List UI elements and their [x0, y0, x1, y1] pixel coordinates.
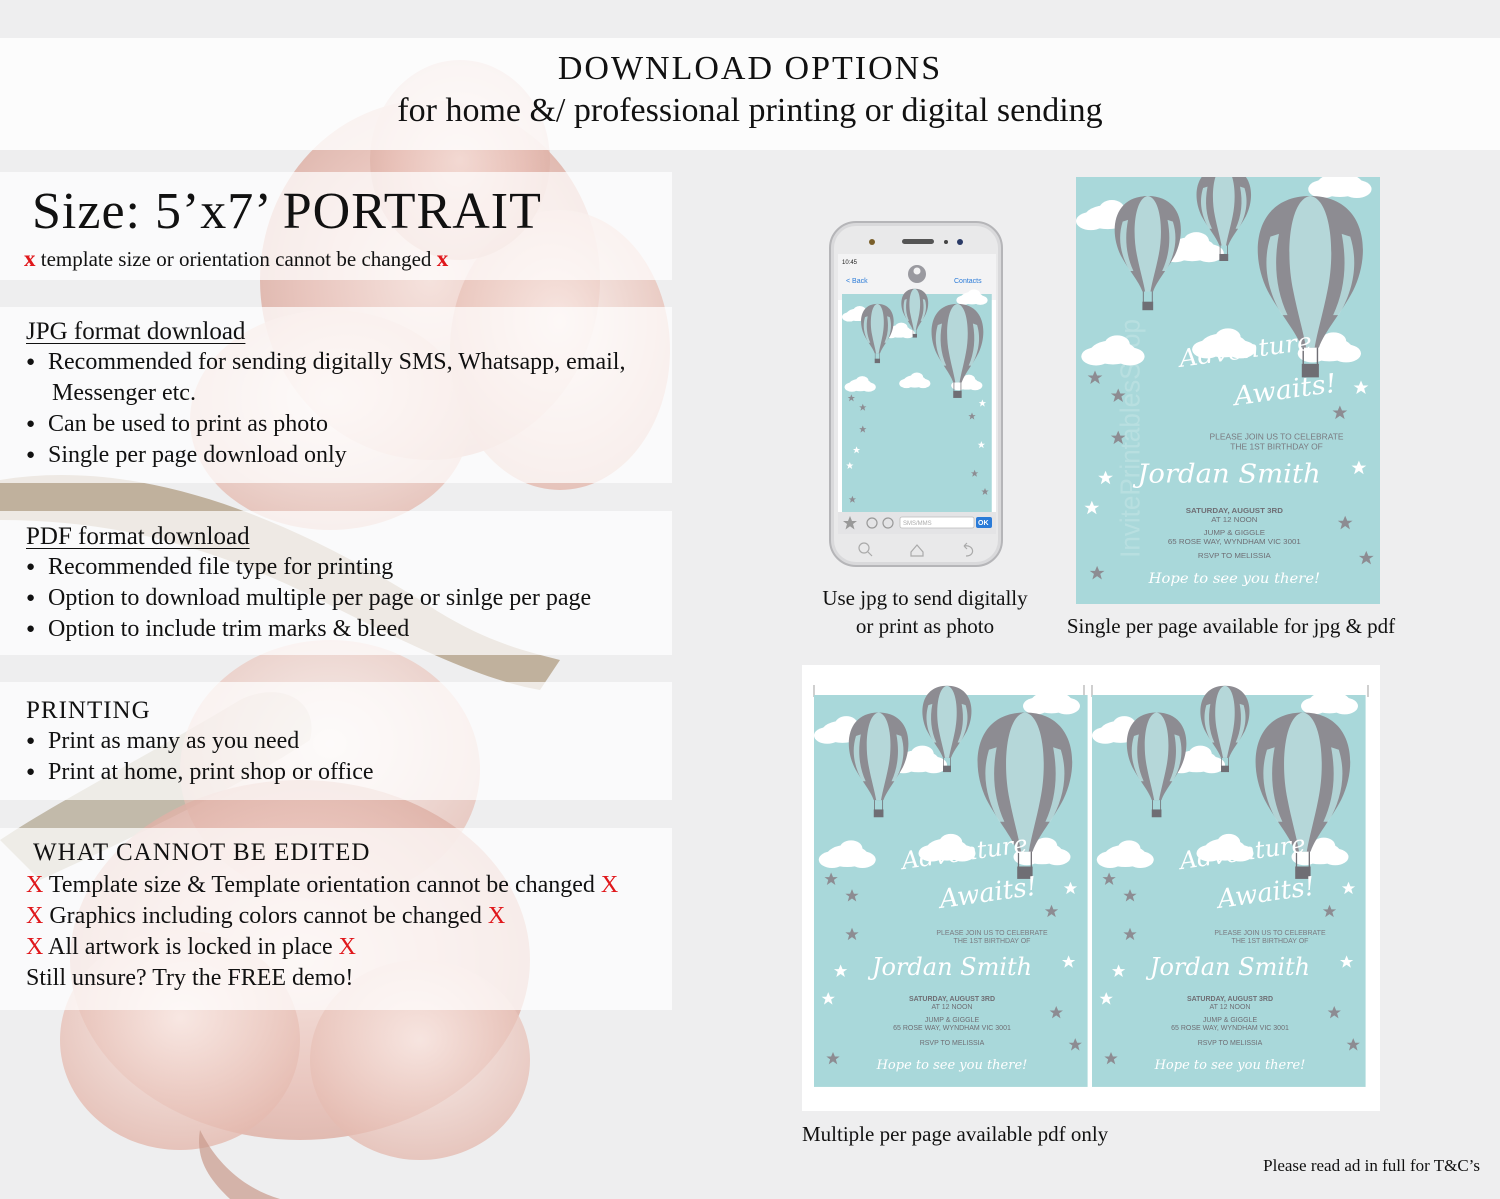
sheet-card-title-2: Awaits!: [937, 871, 1039, 915]
sheet-card-invite-2: THE 1ST BIRTHDAY OF: [1231, 938, 1309, 945]
card-title-1: Adventure: [1177, 327, 1314, 373]
list-item: ● Can be used to print as photo: [26, 409, 672, 440]
card-venue-1: JUMP & GIGGLE: [1203, 528, 1265, 537]
sheet-card-closing: Hope to see you there!: [1154, 1058, 1306, 1073]
list-item: ● Option to include trim marks & bleed: [26, 614, 672, 645]
sheet-card-date-2: AT 12 NOON: [931, 1004, 973, 1011]
phone-time: 10:45: [842, 260, 858, 266]
x-mark: X: [487, 903, 506, 929]
sheet-card-date-1: SATURDAY, AUGUST 3RD: [1186, 996, 1274, 1003]
list-item: ● Recommended for sending digitally SMS, Whatsapp, email,: [26, 347, 672, 378]
cannot-edit-text: All artwork is locked in place: [48, 934, 333, 960]
card-date-1: SATURDAY, AUGUST 3RD: [1185, 505, 1283, 515]
cannot-edit-text: Graphics including colors cannot be changed: [49, 903, 482, 929]
contacts-link[interactable]: Contacts: [954, 278, 982, 285]
sheet-card-title-2: Awaits!: [1215, 871, 1317, 915]
jpg-panel: [0, 307, 672, 483]
card-rsvp: RSVP TO MELISSIA: [1197, 551, 1271, 560]
sheet-card-name: Jordan Smith: [1149, 953, 1311, 981]
list-item: Messenger etc.: [52, 380, 196, 406]
sheet-card-venue-2: 65 ROSE WAY, WYNDHAM VIC 3001: [1171, 1025, 1289, 1032]
cannot-edit-item: [26, 870, 672, 901]
back-link[interactable]: < Back: [846, 278, 868, 285]
sheet-card-date-2: AT 12 NOON: [1209, 1004, 1251, 1011]
header-banner: [0, 38, 1500, 150]
list-item: ● Print as many as you need: [26, 726, 672, 757]
x-mark: X: [600, 872, 619, 898]
x-mark: X: [338, 934, 356, 960]
multiple-sheet-preview: [802, 665, 1380, 1111]
card-closing: Hope to see you there!: [1148, 571, 1321, 587]
cannot-edit-item: [26, 932, 672, 963]
sheet-card-date-1: SATURDAY, AUGUST 3RD: [908, 996, 996, 1003]
cannot-edit-item: [26, 901, 672, 932]
printing-list: [26, 726, 672, 788]
phone-mockup: [828, 220, 1006, 570]
multiple-caption: Multiple per page available pdf only: [802, 1122, 1109, 1146]
demo-note: Still unsure? Try the FREE demo!: [26, 965, 354, 991]
sheet-card-closing: Hope to see you there!: [876, 1058, 1028, 1073]
phone-caption-line-1: Use jpg to send digitally: [822, 586, 1028, 610]
x-mark: x: [436, 246, 449, 271]
sheet-card-venue-1: JUMP & GIGGLE: [1202, 1017, 1258, 1024]
single-card-preview: [1076, 177, 1380, 604]
sheet-card-title-1: Adventure: [899, 829, 1030, 876]
single-caption: Single per page available for jpg & pdf: [1066, 614, 1396, 638]
size-panel: [0, 172, 672, 280]
sheet-card-name: Jordan Smith: [871, 953, 1033, 981]
card-venue-2: 65 ROSE WAY, WYNDHAM VIC 3001: [1167, 537, 1301, 546]
page-subtitle: for home &/ professional printing or digital sending: [397, 92, 1103, 129]
size-note: [24, 246, 672, 272]
card-invite-1: PLEASE JOIN US TO CELEBRATE: [1209, 432, 1344, 442]
card-name: Jordan Smith: [1137, 459, 1321, 490]
ok-button-label: OK: [978, 520, 989, 527]
list-item: ● Print at home, print shop or office: [26, 757, 672, 788]
cannot-edit-panel: [0, 828, 672, 1010]
phone-caption-line-2: or print as photo: [855, 614, 995, 638]
sheet-card-invite-1: PLEASE JOIN US TO CELEBRATE: [936, 930, 1048, 937]
sheet-card-rsvp: RSVP TO MELISSIA: [919, 1040, 985, 1047]
cannot-edit-text: Template size & Template orientation cannot be changed: [48, 872, 595, 898]
x-mark: X: [26, 872, 44, 898]
sheet-card-title-1: Adventure: [1177, 829, 1308, 876]
sheet-card-invite-2: THE 1ST BIRTHDAY OF: [953, 938, 1031, 945]
list-item: ● Recommended file type for printing: [26, 552, 672, 583]
printing-title: PRINTING: [26, 697, 151, 724]
card-date-2: AT 12 NOON: [1211, 514, 1258, 524]
page-title: DOWNLOAD OPTIONS: [557, 50, 943, 87]
sheet-card-rsvp: RSVP TO MELISSIA: [1197, 1040, 1263, 1047]
sms-input-placeholder: SMS/MMS: [903, 521, 932, 527]
cannot-edit-title: WHAT CANNOT BE EDITED: [33, 839, 371, 866]
sheet-card-venue-2: 65 ROSE WAY, WYNDHAM VIC 3001: [893, 1025, 1011, 1032]
printing-panel: [0, 682, 672, 800]
jpg-list: [26, 347, 672, 471]
phone-caption: [800, 584, 1050, 640]
jpg-title: JPG format download: [26, 318, 246, 345]
pdf-list: [26, 552, 672, 645]
list-item: ● Single per page download only: [26, 440, 672, 471]
pdf-title: PDF format download: [26, 523, 250, 550]
card-invite-2: THE 1ST BIRTHDAY OF: [1230, 442, 1323, 452]
card-title-2: Awaits!: [1231, 368, 1339, 413]
sheet-card-invite-1: PLEASE JOIN US TO CELEBRATE: [1214, 930, 1326, 937]
card-watermark: InvitePrintablesShop: [1114, 318, 1146, 558]
terms-note: Please read ad in full for T&C’s: [1263, 1156, 1480, 1175]
x-mark: X: [26, 903, 44, 929]
x-mark: X: [26, 934, 44, 960]
list-item: ● Option to download multiple per page or sinlge per page: [26, 583, 672, 614]
sheet-card-venue-1: JUMP & GIGGLE: [924, 1017, 980, 1024]
size-title: Size: 5’x7’ PORTRAIT: [32, 183, 542, 240]
size-note-text: template size or orientation cannot be changed: [40, 247, 432, 271]
x-mark: x: [24, 246, 36, 271]
pdf-panel: [0, 511, 672, 655]
